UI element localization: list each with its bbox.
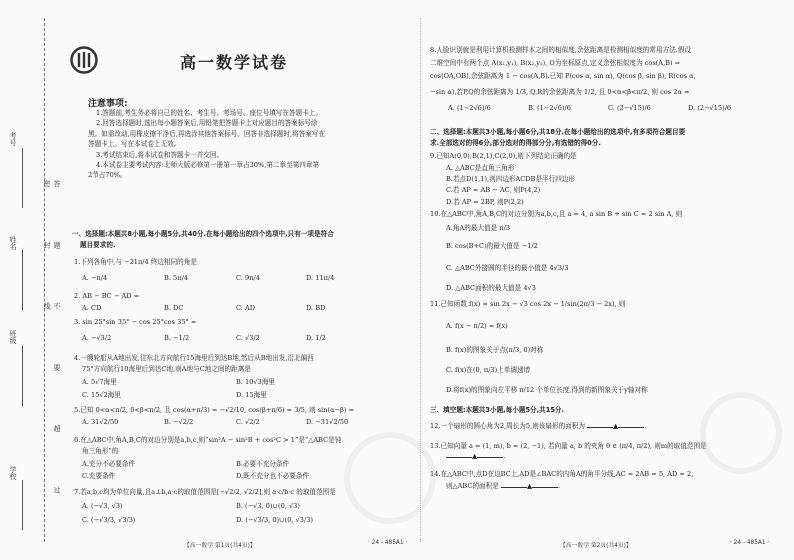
question-7: 7.若a,b,c均为单位向量,且a⊥b,a·c的取值范围是[−√2/2, √2/2],则 a·c/b·c 的取值范围是	[74, 488, 336, 496]
blank-marker: ▲	[526, 482, 533, 490]
question-11: 11.已知函数 f(x) = sin 2x − √3 cos 2x − 1/sin(2π/3 − 2x), 则	[430, 300, 626, 308]
q1-option-d: D. 11π/4	[306, 274, 335, 282]
q8-option-d: D. (2−√15)/6	[688, 104, 732, 112]
q5-option-d: D. −31√2/50	[306, 418, 349, 426]
q8-option-c: C. (2−√15)/6	[608, 104, 651, 112]
section-2-heading: 二、选择题:本题共3小题,每小题6分,共18分.在每小题给出的选项中,有多项符合题目要	[430, 128, 686, 136]
q7-option-b: B. (−√3, 0)∪(0, √3)	[236, 502, 300, 510]
question-6-cont: 角三角形”的	[82, 447, 119, 455]
notice-item: 1.答题前,考生务必将自己的姓名、考生号、考场号、座位号填写在答题卡上。	[96, 109, 322, 117]
xuexiao-line	[22, 480, 23, 530]
strip-label-banji: 班级	[9, 330, 17, 344]
section-1-heading-cont: 题目要求的.	[80, 241, 116, 249]
question-13-blank: ▲ .	[446, 452, 505, 460]
q4-option-b: B. 10√3海里	[236, 378, 276, 386]
q1-option-b: B. 5π/4	[164, 274, 188, 282]
question-14-text: 则△ABC的面积是	[446, 482, 499, 490]
q8-option-b: B. (1−2√6)/6	[528, 104, 571, 112]
q3-option-a: A. −√3/2	[82, 334, 112, 342]
question-13	[430, 440, 707, 450]
q7-option-d: D. (−√3/3, 0)∪(0, √3/3)	[236, 516, 313, 524]
q6-option-b: B.必要不充分条件	[236, 460, 290, 468]
q4-option-d: D. 15海里	[236, 391, 267, 399]
question-2: 2. AB − BC − AD =	[74, 292, 140, 300]
xingming-line	[22, 250, 23, 310]
page-2-code: · 24 - 485A1 ·	[730, 540, 770, 546]
question-6: 6.在△ABC中,角A,B,C的对边分别是a,b,c,则“sin²A − sin²B + cos²C > 1”是“△ABC是钝	[74, 436, 342, 444]
notice-item: 2节占70%。	[88, 171, 127, 180]
q6-option-a: A.充分不必要条件	[82, 460, 136, 468]
q5-option-a: A. 31√2/50	[82, 418, 119, 426]
strip-label-xingming: 姓名	[9, 236, 17, 250]
section-2-heading-cont: 求.全部选对的得6分,部分选对的得部分分,有选错的得0分.	[430, 139, 601, 147]
blank-marker: ▲	[472, 452, 478, 460]
notice-item: 答题卡上。写在本试卷上无效。	[88, 140, 181, 149]
q3-option-d: D. 1/2	[306, 334, 326, 342]
question-12: 12.一个扇形的圆心角为2,周长为5,则该扇形的面积为 ▲ .	[430, 422, 647, 430]
notice-item: 黑。如需改动,用橡皮擦干净后,再选涂其他答案标号。回答非选择题时,将答案写在	[88, 129, 326, 138]
banji-line	[22, 346, 23, 406]
q2-option-a: A. CD	[82, 304, 102, 312]
q6-option-d: D.既不充分也不必要条件	[236, 472, 310, 480]
answer-blank	[532, 487, 558, 488]
answer-blank	[587, 427, 613, 428]
q2-option-b: B. DC	[164, 304, 184, 312]
page-title: 高一数学试卷	[180, 53, 289, 72]
blank-marker: ▲	[613, 422, 619, 430]
question-13-text: 13.已知向量 a = (1, m), b = (2, −1), 若向量 a, b 的夹角 θ ∈ (π/4, π/2), 则m的取值范围是	[430, 442, 707, 450]
answer-blank	[618, 427, 644, 428]
page-1-footer: 【高一数学 第1页(共4页)】	[184, 543, 256, 549]
notice-item: 3.考试结束后,将本试卷和答题卡一并交回。	[96, 150, 224, 159]
seal-notice: 答 题 不 要 超 过 密 封 线	[43, 180, 61, 520]
question-14: 14.在△ABC中,点D在边BC上,AD是∠BAC的内角A的角平分线,AC = 2AB = 5, AD = 2,	[430, 470, 694, 478]
watermark-mark	[344, 432, 436, 524]
q4-option-c: C. 15√2海里	[82, 391, 121, 399]
section-1-heading: 一、选择题:本题共8小题,每小题5分,共40分.在每小题给出的四个选项中,只有一项是符合	[72, 230, 334, 238]
watermark-mark	[700, 392, 782, 474]
question-4-cont: 75°方向航行10海里后到达C地,则A地与C地之间的距离是	[82, 365, 251, 373]
page-2-footer: 【高一数学 第2页(共4页)】	[560, 543, 632, 549]
answer-blank	[446, 457, 472, 458]
binding-strip	[0, 0, 61, 560]
q9-option-b: B.若点D(1,1),则四边形ACDB是平行四边形	[446, 175, 576, 183]
q2-option-d: D. BD	[306, 304, 326, 312]
question-8-l3: cos⟨OA,OB⟩,余弦距离为 1 − cos(A,B).已知 P(cos α, sin α), Q(cos β, sin β), R(cos α,	[430, 72, 696, 80]
q10-option-b: B. cos(B+C)的最大值是 −1/2	[446, 242, 538, 250]
q9-option-d: D.若 AP = 2BP, 则P(2,2)	[446, 198, 524, 206]
kaohao-line	[22, 148, 23, 208]
q10-option-d: D. △ABC面积的最大值是 4√3	[446, 284, 536, 292]
question-8-l4: −sin α),若P,Q的余弦距离为 1/3, Q,R的余弦距离为 1/2, 且 0<α<β<π/2, 则 cos 2α =	[430, 88, 690, 96]
q11-option-c: C. f(x)在(0, π/3)上单调递增	[446, 366, 531, 374]
publisher-logo-icon	[70, 46, 98, 74]
q6-option-c: C.充要条件	[82, 472, 116, 480]
notice-item: 4.本试卷主要考试内容:北师大版必修第一册第一章占30%,第二章至第四章第	[96, 161, 320, 170]
q7-option-c: C. (−√3/3, √3/3)	[82, 516, 136, 524]
q4-option-a: A. 5√7海里	[82, 378, 117, 386]
question-8: 8.人脸识别就是利用计算机检测样本之间的相似度,余弦距离是检测相似度的常用方法.假设	[430, 46, 692, 54]
q11-option-b: B. f(x)的图象关于点(π/3, 0)对称	[446, 346, 544, 354]
q11-option-a: A. f(x − π/2) = f(x)	[446, 322, 508, 330]
q2-option-c: C. AD	[236, 304, 256, 312]
q10-option-c: C. △ABC外接圆的半径的最小值是 4√3/3	[446, 264, 569, 272]
question-12-text: 12.一个扇形的圆心角为2,周长为5,则该扇形的面积为	[430, 422, 585, 430]
notice-list	[88, 108, 326, 181]
q1-option-c: C. 9π/4	[236, 274, 260, 282]
q9-option-c: C.若 AP = AB − AC, 则P(4,2)	[446, 186, 541, 194]
question-14-cont: 则△ABC的面积是 ▲ .	[446, 482, 561, 490]
question-8-l2: 二维空间中有两个点 A(x₁,y₁), B(x₂,y₂), O为坐标原点,定义余弦相似度为 cos(A,B) =	[430, 59, 681, 67]
strip-label-kaohao: 考号	[9, 132, 17, 146]
question-3: 3. sin 25°sin 35° − cos 25°cos 35° =	[74, 318, 197, 326]
answer-blank	[501, 487, 527, 488]
notice-item: 2.回答选择题时,选出每小题答案后,用铅笔把答题卡上对应题目的答案标号涂	[96, 119, 318, 128]
q7-option-a: A. (−√3, √3)	[82, 502, 123, 510]
q11-option-d: D.将f(x)的图象向左平移 π/12 个单位长度,得到的新图象关于y轴对称	[446, 386, 648, 394]
question-4: 4.一艘轮船从A地出发,往东北方向航行15海里后到达B地,然后从B地出发,沿北偏西	[74, 354, 314, 362]
question-5: 5.已知 0<α<π/2, 0<β<π/2, 且 cos(α+π/3) = −√2/10, cos(β+π/6) = 3/5, 则 sin(α−β) =	[74, 406, 355, 414]
section-3-heading: 三、填空题:本题共3小题,每小题5分,共15分.	[430, 406, 565, 414]
q5-option-b: B. −√2/2	[164, 418, 194, 426]
q8-option-a: A. (1−2√6)/6	[448, 104, 491, 112]
strip-label-xuexiao: 学校	[9, 466, 17, 480]
q10-option-a: A.角A的最大值是 π/3	[446, 224, 511, 232]
question-10: 10.在△ABC中,角A,B,C的对边分别为a,b,c,且 a = 4, a sin B + sin C = 2 sin A, 则	[430, 210, 683, 218]
q9-option-a: A. △ABC是直角三角形	[446, 164, 515, 172]
notice-heading: 注意事项:	[88, 99, 128, 109]
q3-option-c: C. √3/2	[236, 334, 260, 342]
q3-option-b: B. −1/2	[164, 334, 190, 342]
q1-option-a: A. −π/4	[82, 274, 108, 282]
question-1: 1.下列各角中,与 −21π/4 终边相同的角是	[74, 258, 197, 266]
answer-blank	[477, 457, 503, 458]
q5-option-c: C. √2/2	[236, 418, 260, 426]
question-9: 9.已知A(0,0),B(2,1),C(2,0),则下列结论正确的是	[430, 152, 577, 160]
page-1-code: · 24 - 485A1 ·	[368, 540, 408, 546]
